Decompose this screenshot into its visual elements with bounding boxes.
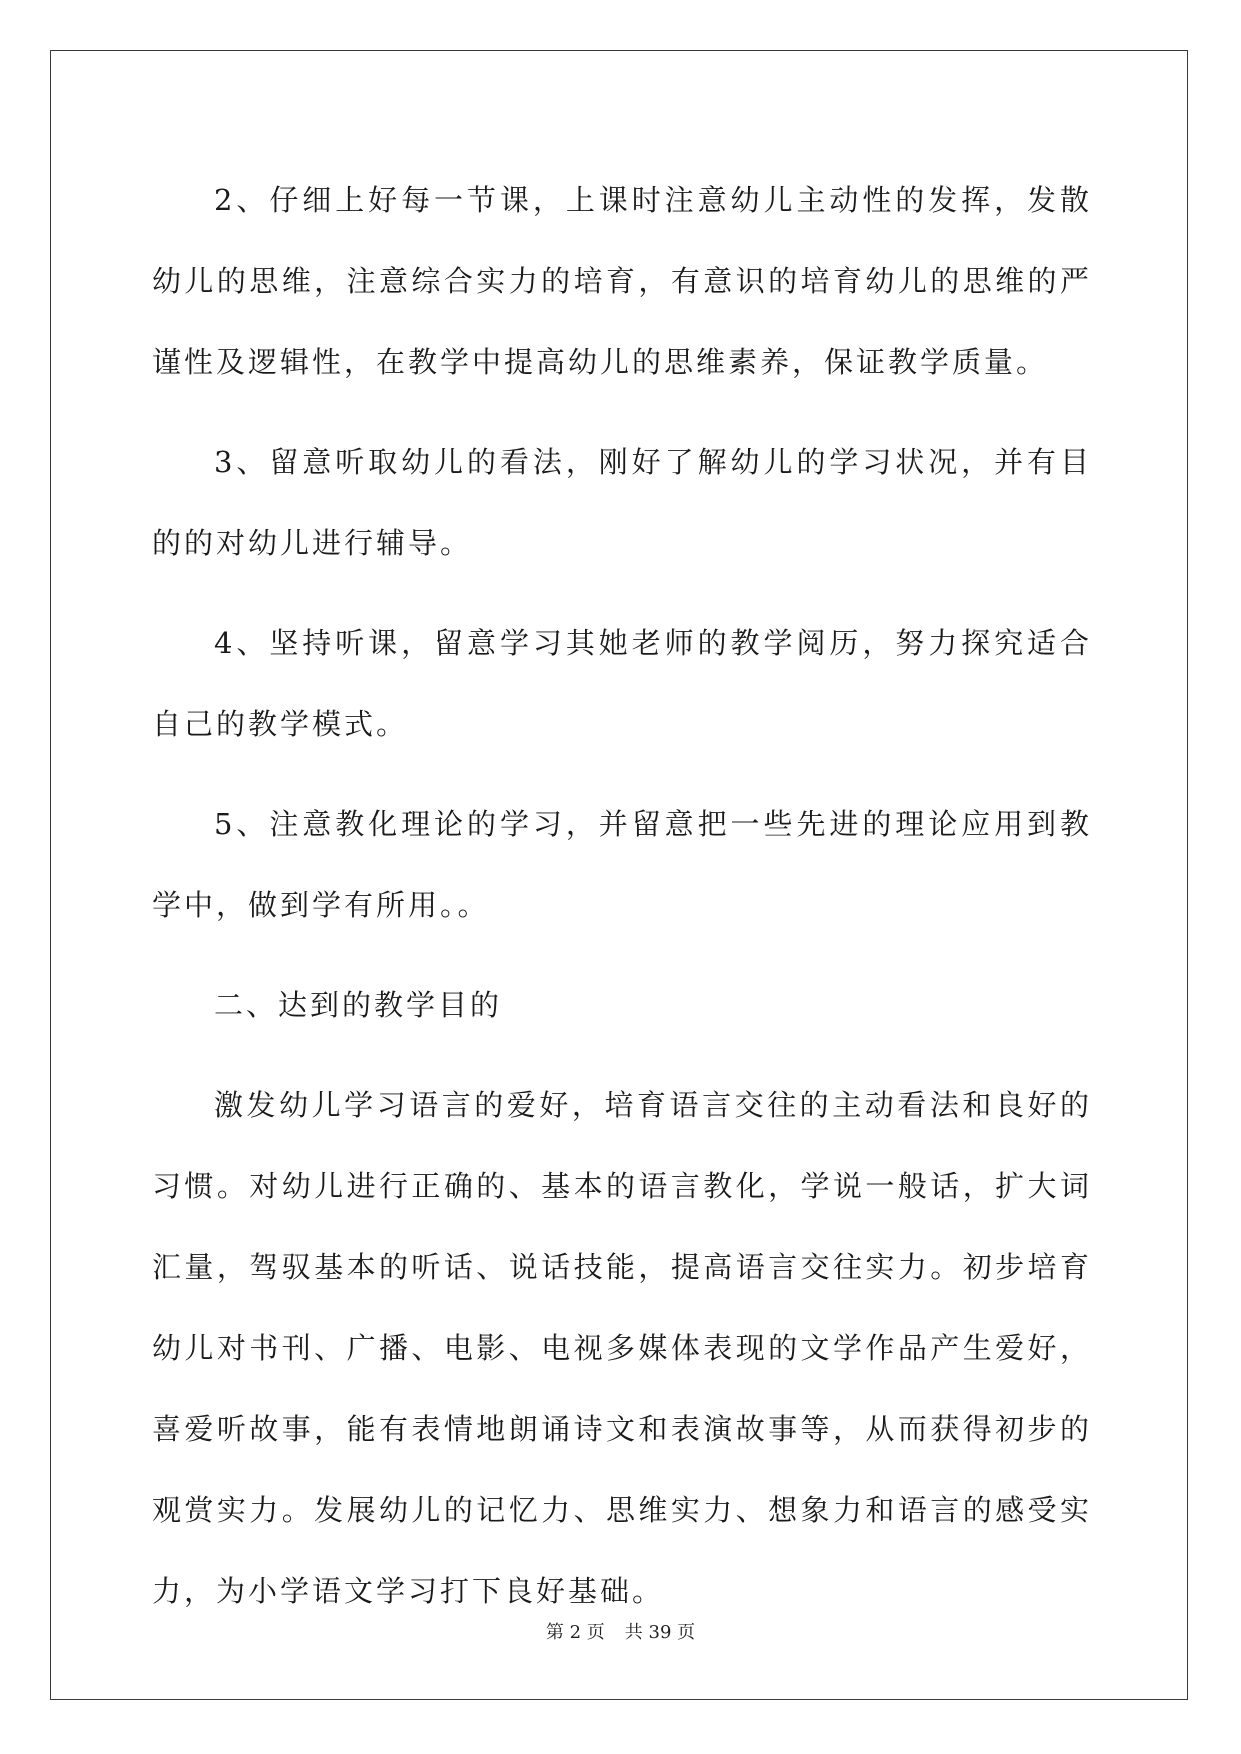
document-body	[152, 160, 1092, 1651]
page-number: 第 2 页	[545, 1622, 605, 1643]
paragraph-item-3: 3、留意听取幼儿的看法，刚好了解幼儿的学习状况，并有目的的对幼儿进行辅导。	[152, 445, 1092, 560]
paragraph-item-2: 2、仔细上好每一节课，上课时注意幼儿主动性的发挥，发散幼儿的思维，注意综合实力的培育，有意识的培育幼儿的思维的严谨性及逻辑性，在教学中提高幼儿的思维素养，保证教学质量。	[152, 183, 1092, 379]
page-footer	[0, 1618, 1241, 1644]
paragraph-item-5: 5、注意教化理论的学习，并留意把一些先进的理论应用到教学中，做到学有所用。。	[152, 807, 1092, 922]
section-heading: 二、达到的教学目的	[214, 988, 503, 1022]
paragraph-item-4: 4、坚持听课，留意学习其她老师的教学阅历，努力探究适合自己的教学模式。	[152, 626, 1092, 741]
total-pages: 共 39 页	[624, 1622, 696, 1643]
section-paragraph: 激发幼儿学习语言的爱好，培育语言交往的主动看法和良好的习惯。对幼儿进行正确的、基本的语言教化，学说一般话，扩大词汇量，驾驭基本的听话、说话技能，提高语言交往实力。初步培育幼儿对书刊、广播、电影、电视多媒体表现的文学作品产生爱好，喜爱听故事，能有表情地朗诵诗文和表演故事等，从而获得初步的观赏实力。发展幼儿的记忆力、思维实力、想象力和语言的感受实力，为小学语文学习打下良好基础。	[152, 1088, 1092, 1608]
